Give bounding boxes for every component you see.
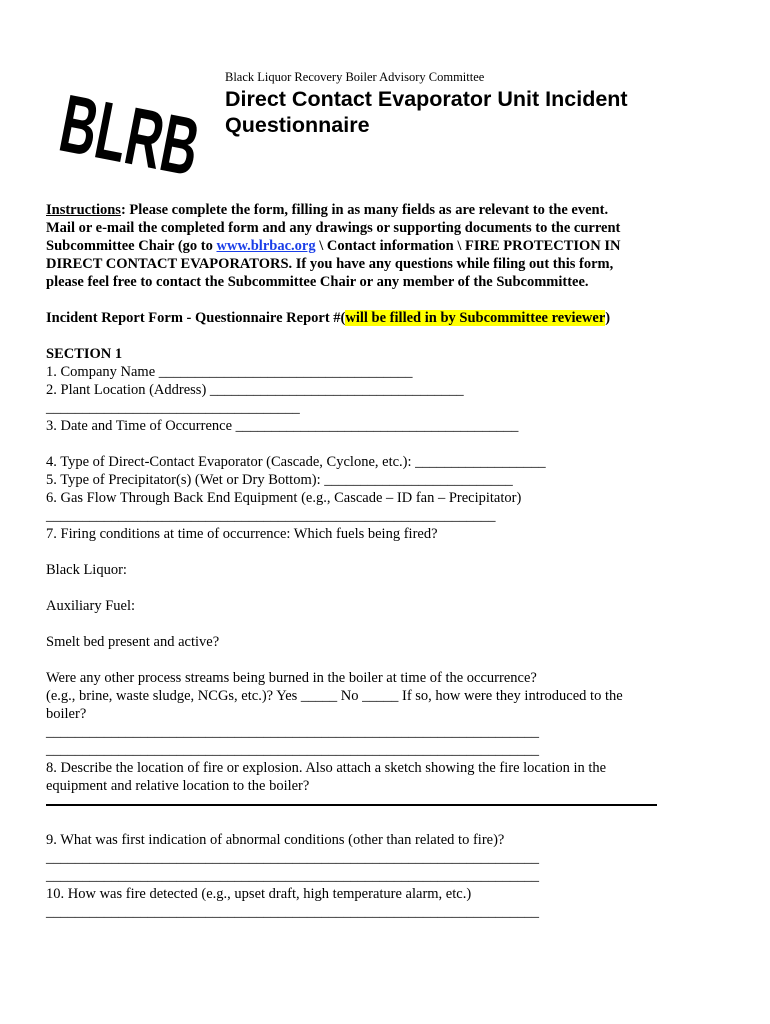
process-streams-answer-1[interactable]: ____________________________________________________________________ bbox=[46, 724, 539, 740]
gas-flow-answer-field[interactable]: ______________________________________________________________ bbox=[46, 508, 496, 524]
process-streams-question-1: Were any other process streams being burned in the boiler at time of the occurrence? bbox=[46, 670, 537, 686]
plant-location-field[interactable]: 2. Plant Location (Address) ___________________________________ bbox=[46, 382, 464, 398]
instructions-line-4: DIRECT CONTACT EVAPORATORS. If you have any questions while filing out this form, bbox=[46, 256, 614, 272]
blrb-logo bbox=[52, 58, 207, 194]
black-liquor-field[interactable]: Black Liquor: bbox=[46, 562, 127, 578]
fire-detection-answer[interactable]: ____________________________________________________________________ bbox=[46, 904, 539, 920]
instructions-line-1: Instructions: Please complete the form, filling in as many fields as are relevant to the event. bbox=[46, 202, 609, 218]
reviewer-note: will be filled in by Subcommittee reviewer bbox=[345, 310, 606, 326]
instructions-line-5: please feel free to contact the Subcommittee Chair or any member of the Subcommittee. bbox=[46, 274, 589, 290]
precipitator-type-field[interactable]: 5. Type of Precipitator(s) (Wet or Dry Bottom): __________________________ bbox=[46, 472, 513, 488]
process-streams-question-2[interactable]: (e.g., brine, waste sludge, NCGs, etc.)? Yes _____ No _____ If so, how were they introduced to the bbox=[46, 688, 623, 704]
logo-lettering: BLRB bbox=[52, 78, 207, 194]
report-number-line: Incident Report Form - Questionnaire Report #(will be filled in by Subcommittee reviewer) bbox=[46, 310, 611, 326]
instructions-label: Instructions bbox=[46, 202, 121, 218]
fire-location-question-1: 8. Describe the location of fire or explosion. Also attach a sketch showing the fire location in the bbox=[46, 760, 607, 776]
fire-location-question-2: equipment and relative location to the boiler? bbox=[46, 778, 310, 794]
gas-flow-question: 6. Gas Flow Through Back End Equipment (e.g., Cascade – ID fan – Precipitator) bbox=[46, 490, 522, 506]
abnormal-indication-answer-1[interactable]: ____________________________________________________________________ bbox=[46, 850, 539, 866]
instructions-line-3: Subcommittee Chair (go to www.blrbac.org \ Contact information \ FIRE PROTECTION IN bbox=[46, 238, 621, 254]
abnormal-indication-question: 9. What was first indication of abnormal conditions (other than related to fire)? bbox=[46, 832, 505, 848]
firing-conditions-question: 7. Firing conditions at time of occurrence: Which fuels being fired? bbox=[46, 526, 438, 542]
plant-location-field-continued[interactable]: ___________________________________ bbox=[46, 400, 300, 416]
auxiliary-fuel-field[interactable]: Auxiliary Fuel: bbox=[46, 598, 136, 614]
process-streams-question-3: boiler? bbox=[46, 706, 87, 722]
blrbac-link[interactable]: www.blrbac.org bbox=[216, 238, 316, 254]
fire-location-answer-rule[interactable] bbox=[46, 804, 657, 806]
form-body bbox=[46, 201, 686, 921]
date-time-field[interactable]: 3. Date and Time of Occurrence _______________________________________ bbox=[46, 418, 519, 434]
process-streams-answer-2[interactable]: ____________________________________________________________________ bbox=[46, 742, 539, 758]
smelt-bed-field[interactable]: Smelt bed present and active? bbox=[46, 634, 220, 650]
page-title: Direct Contact Evaporator Unit Incident Questionnaire bbox=[225, 87, 628, 137]
abnormal-indication-answer-2[interactable]: ____________________________________________________________________ bbox=[46, 868, 539, 884]
instructions-line-2: Mail or e-mail the completed form and any drawings or supporting documents to the current bbox=[46, 220, 621, 236]
section-1-heading: SECTION 1 bbox=[46, 346, 123, 362]
fire-detection-question: 10. How was fire detected (e.g., upset draft, high temperature alarm, etc.) bbox=[46, 886, 472, 902]
committee-name: Black Liquor Recovery Boiler Advisory Committee bbox=[225, 70, 485, 84]
evaporator-type-field[interactable]: 4. Type of Direct-Contact Evaporator (Cascade, Cyclone, etc.): __________________ bbox=[46, 454, 546, 470]
company-name-field[interactable]: 1. Company Name ___________________________________ bbox=[46, 364, 413, 380]
